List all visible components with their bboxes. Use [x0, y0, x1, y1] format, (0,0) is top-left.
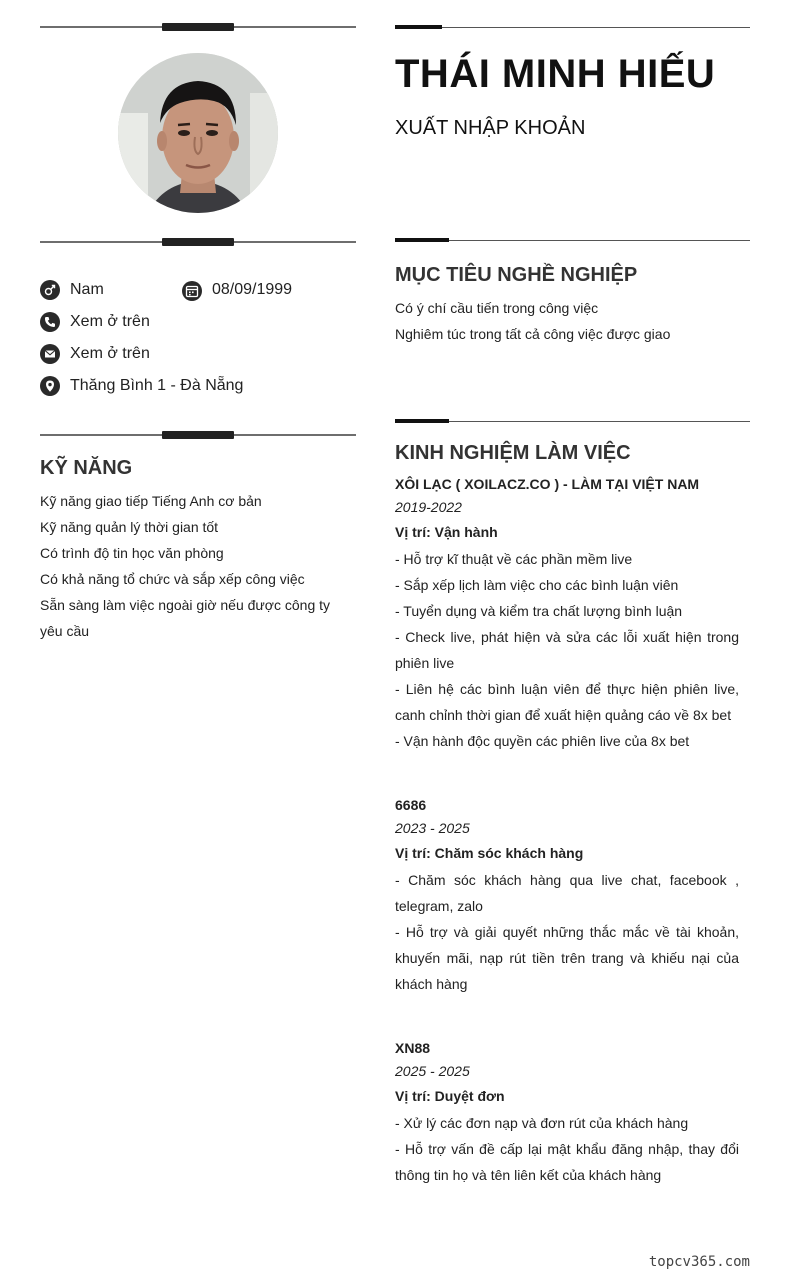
experience-role: Vị trí: Chăm sóc khách hàng	[395, 845, 584, 861]
experience-duty: - Xử lý các đơn nạp và đơn rút của khách hàng	[395, 1115, 689, 1131]
experience-duty: - Chăm sóc khách hàng qua live chat, facebook , telegram, zalo	[395, 872, 739, 914]
experience-duty: - Check live, phát hiện và sửa các lỗi xuất hiện trong phiên live	[395, 629, 739, 671]
gender-text: Nam	[70, 281, 104, 298]
phone-icon	[40, 312, 60, 332]
calendar-icon	[182, 281, 202, 301]
experience-duty: - Tuyển dụng và kiểm tra chất lượng bình luận	[395, 603, 683, 619]
gender-icon	[40, 280, 60, 300]
objective-item: Nghiêm túc trong tất cả công việc được giao	[395, 326, 671, 342]
right-divider-objective	[395, 238, 750, 243]
avatar-portrait-icon	[118, 53, 278, 213]
objective-list	[395, 295, 750, 347]
experience-company: XN88	[395, 1040, 431, 1056]
experience-entry	[395, 793, 739, 997]
avatar	[118, 53, 278, 213]
phone-text: Xem ở trên	[70, 313, 150, 330]
experience-duty: - Hỗ trợ vấn đề cấp lại mật khẩu đăng nhập, thay đổi thông tin họ và tên liên kết của khách hàng	[395, 1141, 739, 1183]
skill-item: Kỹ năng quản lý thời gian tốt	[40, 519, 219, 535]
experience-duty: - Hỗ trợ và giải quyết những thắc mắc về tài khoản, khuyến mãi, nạp rút tiền trên trang và khiếu nại của khách hàng	[395, 924, 739, 992]
experience-company: 6686	[395, 797, 427, 813]
experience-duty: - Liên hệ các bình luận viên để thực hiện phiên live, canh chỉnh thời gian để xuất hiện quảng cáo về 8x bet	[395, 681, 739, 723]
experience-title: KINH NGHIỆM LÀM VIỆC	[395, 442, 631, 464]
experience-entry	[395, 1036, 739, 1188]
location-icon	[40, 376, 60, 396]
right-divider-top	[395, 25, 750, 30]
experience-period: 2019-2022	[395, 499, 462, 515]
objective-title: MỤC TIÊU NGHỀ NGHIỆP	[395, 264, 638, 286]
skill-item: Kỹ năng giao tiếp Tiếng Anh cơ bản	[40, 493, 262, 509]
experience-period: 2023 - 2025	[395, 820, 470, 836]
experience-duty: - Hỗ trợ kĩ thuật về các phần mềm live	[395, 551, 633, 567]
experience-company: XÔI LẠC ( XOILACZ.CO ) - LÀM TẠI VIỆT NAM	[395, 476, 700, 492]
skill-item: Sẵn sàng làm việc ngoài giờ nếu được công ty yêu cầu	[40, 597, 331, 639]
left-divider-info	[40, 238, 356, 246]
experience-duty: - Sắp xếp lịch làm việc cho các bình luận viên	[395, 577, 679, 593]
skills-list	[40, 488, 356, 644]
email-icon	[40, 344, 60, 364]
birthday-text: 08/09/1999	[212, 281, 293, 298]
address-text: Thăng Bình 1 - Đà Nẵng	[70, 377, 244, 394]
experience-duty: - Vận hành độc quyền các phiên live của 8x bet	[395, 733, 690, 749]
skill-item: Có trình độ tin học văn phòng	[40, 545, 224, 561]
candidate-name: THÁI MINH HIẾU	[395, 52, 716, 96]
email-text: Xem ở trên	[70, 345, 150, 362]
right-divider-experience	[395, 419, 750, 424]
left-divider-skills	[40, 431, 356, 439]
experience-period: 2025 - 2025	[395, 1063, 470, 1079]
experience-role: Vị trí: Vận hành	[395, 524, 498, 540]
skill-item: Có khả năng tổ chức và sắp xếp công việc	[40, 571, 305, 587]
experience-entry	[395, 472, 739, 754]
objective-item: Có ý chí cầu tiến trong công việc	[395, 300, 599, 316]
experience-role: Vị trí: Duyệt đơn	[395, 1088, 505, 1104]
job-title: XUẤT NHẬP KHOẢN	[395, 117, 586, 139]
left-divider-top	[40, 23, 356, 31]
watermark-text: topcv365.com	[648, 1254, 750, 1270]
skills-title: KỸ NĂNG	[40, 457, 133, 479]
